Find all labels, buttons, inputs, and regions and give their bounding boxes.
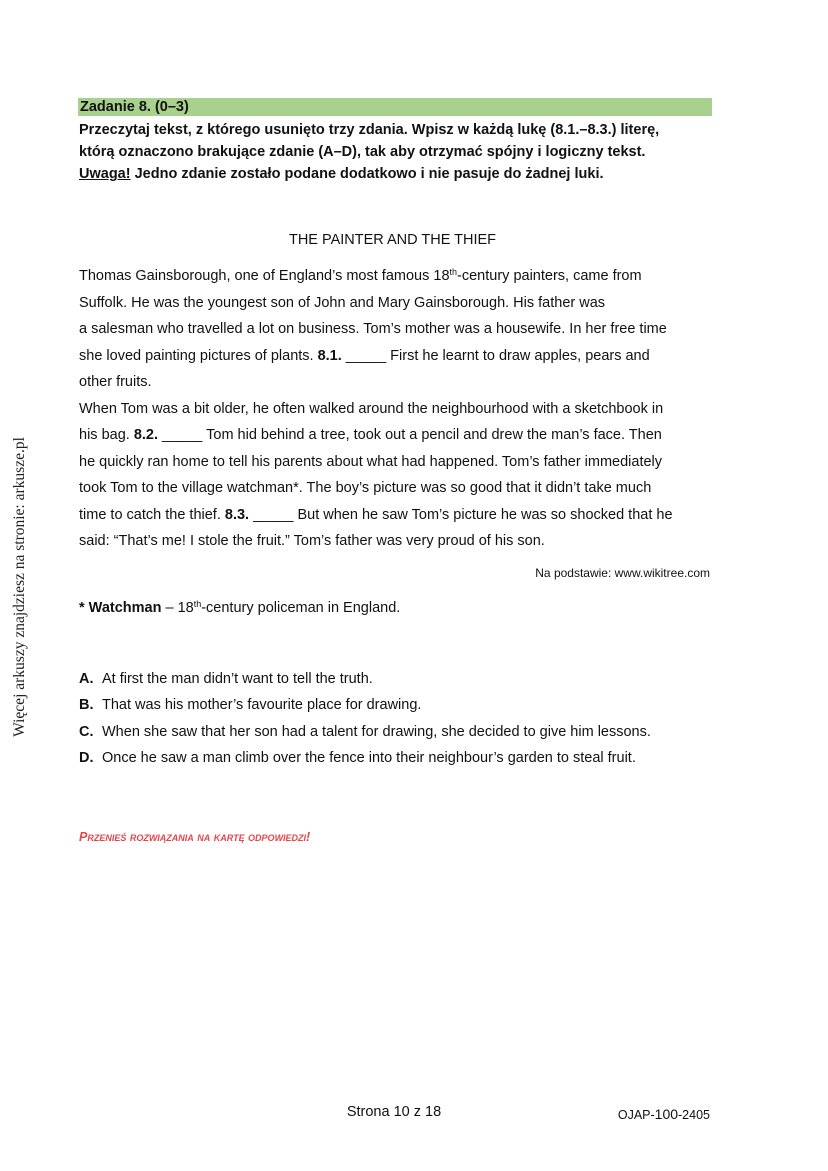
option-letter: C. [79, 724, 94, 740]
footnote [79, 600, 400, 616]
text-segment: Suffolk. He was the youngest son of John and Mary Gainsborough. His father was [79, 294, 606, 311]
transfer-answers-note: Przenieś rozwiązania na kartę odpowiedzi! [79, 830, 311, 844]
text-segment: _____ Tom hid behind a tree, took out a pencil and drew the man’s face. Then [158, 427, 662, 443]
text-segment: _____ First he learnt to draw apples, pears and [341, 347, 650, 364]
code-mid: 100 [654, 1106, 679, 1122]
text-line [79, 373, 152, 391]
text-title: THE PAINTER AND THE THIEF [288, 232, 497, 248]
text-segment: _____ But when he saw Tom’s picture he was so shocked that he [249, 506, 673, 523]
option-letter: D. [79, 750, 94, 766]
option-b [79, 697, 421, 713]
footnote-dash: – 18 [161, 600, 194, 616]
text-line [79, 453, 662, 471]
option-d [79, 750, 636, 766]
text-segment: time to catch the thief. [79, 506, 225, 523]
text-segment: his bag. [79, 427, 134, 443]
warning-label: Uwaga! [79, 166, 131, 182]
text-segment: took Tom to the village watchman*. The boy’s picture was so good that it didn’t take much [79, 480, 652, 496]
text-line [79, 400, 663, 418]
instruction-line: Przeczytaj tekst, z którego usunięto trzy zdania. Wpisz w każdą lukę (8.1.–8.3.) literę, [79, 122, 660, 138]
warning-line [79, 163, 604, 185]
footnote-sup: th [193, 599, 202, 609]
text-segment: she loved painting pictures of plants. [79, 347, 318, 364]
page-number: Strona 10 z 18 [346, 1104, 442, 1120]
text-segment: Thomas Gainsborough, one of England’s most famous 18 [79, 268, 450, 284]
text-segment: When Tom was a bit older, he often walked around the neighbourhood with a sketchbook in [79, 400, 664, 417]
text-segment: -century painters, came from [457, 268, 642, 284]
option-text: At first the man didn’t want to tell the truth. [102, 671, 373, 687]
text-segment: said: “That’s me! I stole the fruit.” Tom’s father was very proud of his son. [79, 533, 545, 549]
option-c [79, 724, 651, 740]
footnote-term: * Watchman [79, 600, 162, 616]
code-prefix: OJAP- [617, 1108, 655, 1122]
exam-code [618, 1106, 710, 1122]
text-segment: other fruits. [79, 374, 152, 390]
option-letter: A. [79, 671, 94, 687]
text-line [79, 506, 673, 524]
text-line [79, 347, 650, 365]
text-segment: a salesman who travelled a lot on business. Tom’s mother was a housewife. In her free time [79, 321, 667, 337]
option-text: That was his mother’s favourite place for drawing. [102, 697, 422, 713]
warning-text: Jedno zdanie zostało podane dodatkowo i nie pasuje do żadnej luki. [130, 166, 604, 182]
option-a [79, 671, 373, 687]
code-suffix: -2405 [678, 1108, 710, 1122]
instruction-line: którą oznaczono brakujące zdanie (A–D), tak aby otrzymać spójny i logiczny tekst. [79, 144, 646, 160]
text-line [79, 320, 667, 338]
footnote-text: -century policeman in England. [201, 600, 401, 616]
side-watermark-text: Więcej arkuszy znajdziesz na stronie: arkusze.pl [11, 437, 28, 737]
text-line [79, 532, 545, 550]
text-line [79, 426, 662, 444]
option-text: When she saw that her son had a talent for drawing, she decided to give him lessons. [102, 724, 651, 740]
option-text: Once he saw a man climb over the fence into their neighbour’s garden to steal fruit. [102, 750, 636, 766]
option-letter: B. [79, 697, 94, 713]
task-title: Zadanie 8. (0–3) [80, 99, 189, 115]
gap-number: 8.1. [317, 347, 342, 364]
text-line [79, 267, 642, 285]
text-segment: he quickly ran home to tell his parents about what had happened. Tom’s father immediately [79, 453, 663, 470]
text-line [79, 294, 605, 312]
gap-number: 8.2. [133, 427, 159, 443]
gap-number: 8.3. [224, 506, 250, 523]
source-citation: Na podstawie: www.wikitree.com [535, 566, 710, 580]
superscript: th [449, 267, 458, 277]
text-line [79, 479, 651, 497]
